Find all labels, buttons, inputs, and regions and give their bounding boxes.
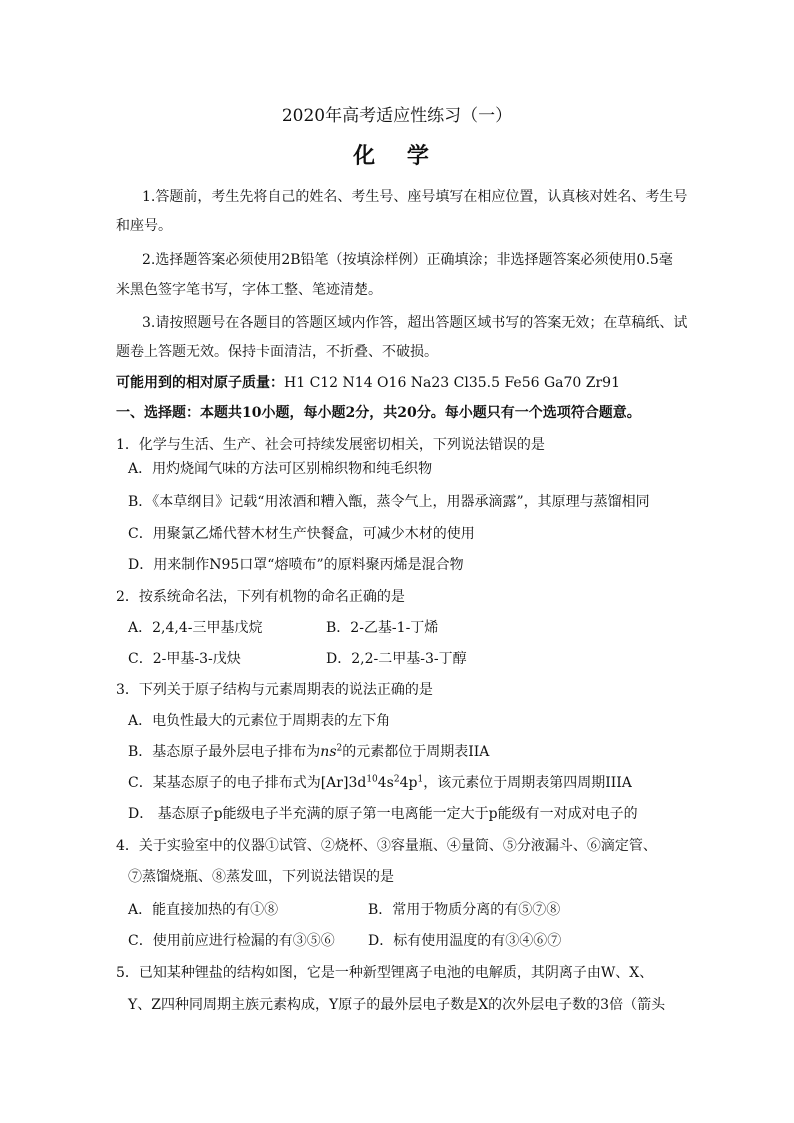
q3-b-variable: ns bbox=[320, 744, 337, 760]
q3-c-text-4: ，该元素位于周期表第四周期IIIA bbox=[423, 775, 632, 791]
instruction-1-line-1: 1.答题前，考生先将自己的姓名、考生号、座号填写在相应位置，认真核对姓名、考生号 bbox=[142, 189, 688, 205]
question-3-option-d: D． 基态原子p能级电子半充满的原子第一电离能一定大于p能级有一对成对电子的 bbox=[128, 806, 638, 822]
q3-c-sup-1: 10 bbox=[366, 774, 378, 785]
question-4-stem-line-2: ⑦蒸馏烧瓶、⑧蒸发皿，下列说法错误的是 bbox=[128, 869, 394, 885]
question-5-stem-line-1: 5．已知某种锂盐的结构如图，它是一种新型锂离子电池的电解质，其阴离子由W、X、 bbox=[116, 965, 654, 981]
q3-b-text-1: B．基态原子最外层电子排布为 bbox=[128, 744, 321, 760]
question-3-option-a: A．电负性最大的元素位于周期表的左下角 bbox=[128, 713, 391, 729]
question-3-option-c bbox=[128, 773, 794, 793]
q3-c-sup-2: 2 bbox=[393, 774, 400, 785]
question-2-option-a: A．2,4,4-三甲基戊烷 bbox=[128, 620, 263, 636]
question-2-option-b: B．2-乙基-1-丁烯 bbox=[326, 620, 439, 636]
question-4-option-c: C．使用前应进行检漏的有③⑤⑥ bbox=[128, 933, 335, 949]
question-2-option-c: C．2-甲基-3-戊炔 bbox=[128, 651, 241, 667]
question-1-option-b: B．《本草纲目》记载“用浓酒和糟入甑，蒸令气上，用器承滴露”，其原理与蒸馏相同 bbox=[128, 494, 650, 510]
question-5-stem-line-2: Y、Z四种同周期主族元素构成，Y原子的最外层电子数是X的次外层电子数的3倍（箭头 bbox=[128, 997, 666, 1013]
question-1-option-c: C．用聚氯乙烯代替木材生产快餐盒，可减少木材的使用 bbox=[128, 526, 475, 542]
instruction-3-line-1: 3.请按照题号在各题目的答题区域内作答，超出答题区域书写的答案无效；在草稿纸、试 bbox=[142, 315, 688, 331]
exam-title: 2020年高考适应性练习（一） bbox=[281, 106, 513, 126]
instruction-2-line-1: 2.选择题答案必须使用2B铅笔（按填涂样例）正确填涂；非选择题答案必须使用0.5毫 bbox=[142, 252, 673, 268]
section-1-heading: 一、选择题：本题共10小题，每小题2分，共20分。每小题只有一个选项符合题意。 bbox=[116, 405, 641, 421]
atomic-masses-values: H1 C12 N14 O16 Na23 Cl35.5 Fe56 Ga70 Zr91 bbox=[284, 375, 620, 391]
instruction-3-line-2: 题卷上答题无效。保持卡面清洁，不折叠、不破损。 bbox=[116, 344, 438, 360]
question-2-stem: 2．按系统命名法，下列有机物的命名正确的是 bbox=[116, 589, 405, 605]
question-3-stem: 3．下列关于原子结构与元素周期表的说法正确的是 bbox=[116, 682, 433, 698]
question-2-option-d: D．2,2-二甲基-3-丁醇 bbox=[326, 651, 467, 667]
instruction-1-line-2: 和座号。 bbox=[116, 218, 172, 234]
instruction-2-line-2: 米黑色签字笔书写，字体工整、笔迹清楚。 bbox=[116, 282, 382, 298]
question-4-stem-line-1: 4．关于实验室中的仪器①试管、②烧杯、③容量瓶、④量筒、⑤分液漏斗、⑥滴定管、 bbox=[116, 838, 657, 854]
q3-c-text-2: 4s bbox=[377, 775, 394, 791]
q3-c-text-3: 4p bbox=[399, 775, 418, 791]
q3-b-superscript: 2 bbox=[336, 743, 343, 754]
subject-title: 化 学 bbox=[353, 143, 441, 169]
q3-c-sup-3: 1 bbox=[417, 774, 424, 785]
question-4-option-a: A．能直接加热的有①⑧ bbox=[128, 902, 279, 918]
q3-c-text-1: C．某基态原子的电子排布式为[Ar]3d bbox=[128, 775, 367, 791]
question-3-option-b bbox=[128, 742, 794, 762]
question-1-option-d: D．用来制作N95口罩“熔喷布”的原料聚丙烯是混合物 bbox=[128, 557, 464, 573]
question-1-option-a: A．用灼烧闻气味的方法可区别棉织物和纯毛织物 bbox=[128, 461, 433, 477]
atomic-masses-row bbox=[116, 373, 794, 393]
question-4-option-b: B．常用于物质分离的有⑤⑦⑧ bbox=[368, 902, 561, 918]
atomic-masses-label: 可能用到的相对原子质量： bbox=[116, 375, 284, 391]
q3-b-text-2: 的元素都位于周期表IIA bbox=[342, 744, 490, 760]
question-4-option-d: D．标有使用温度的有③④⑥⑦ bbox=[368, 933, 562, 949]
question-1-stem: 1．化学与生活、生产、社会可持续发展密切相关，下列说法错误的是 bbox=[116, 437, 545, 453]
